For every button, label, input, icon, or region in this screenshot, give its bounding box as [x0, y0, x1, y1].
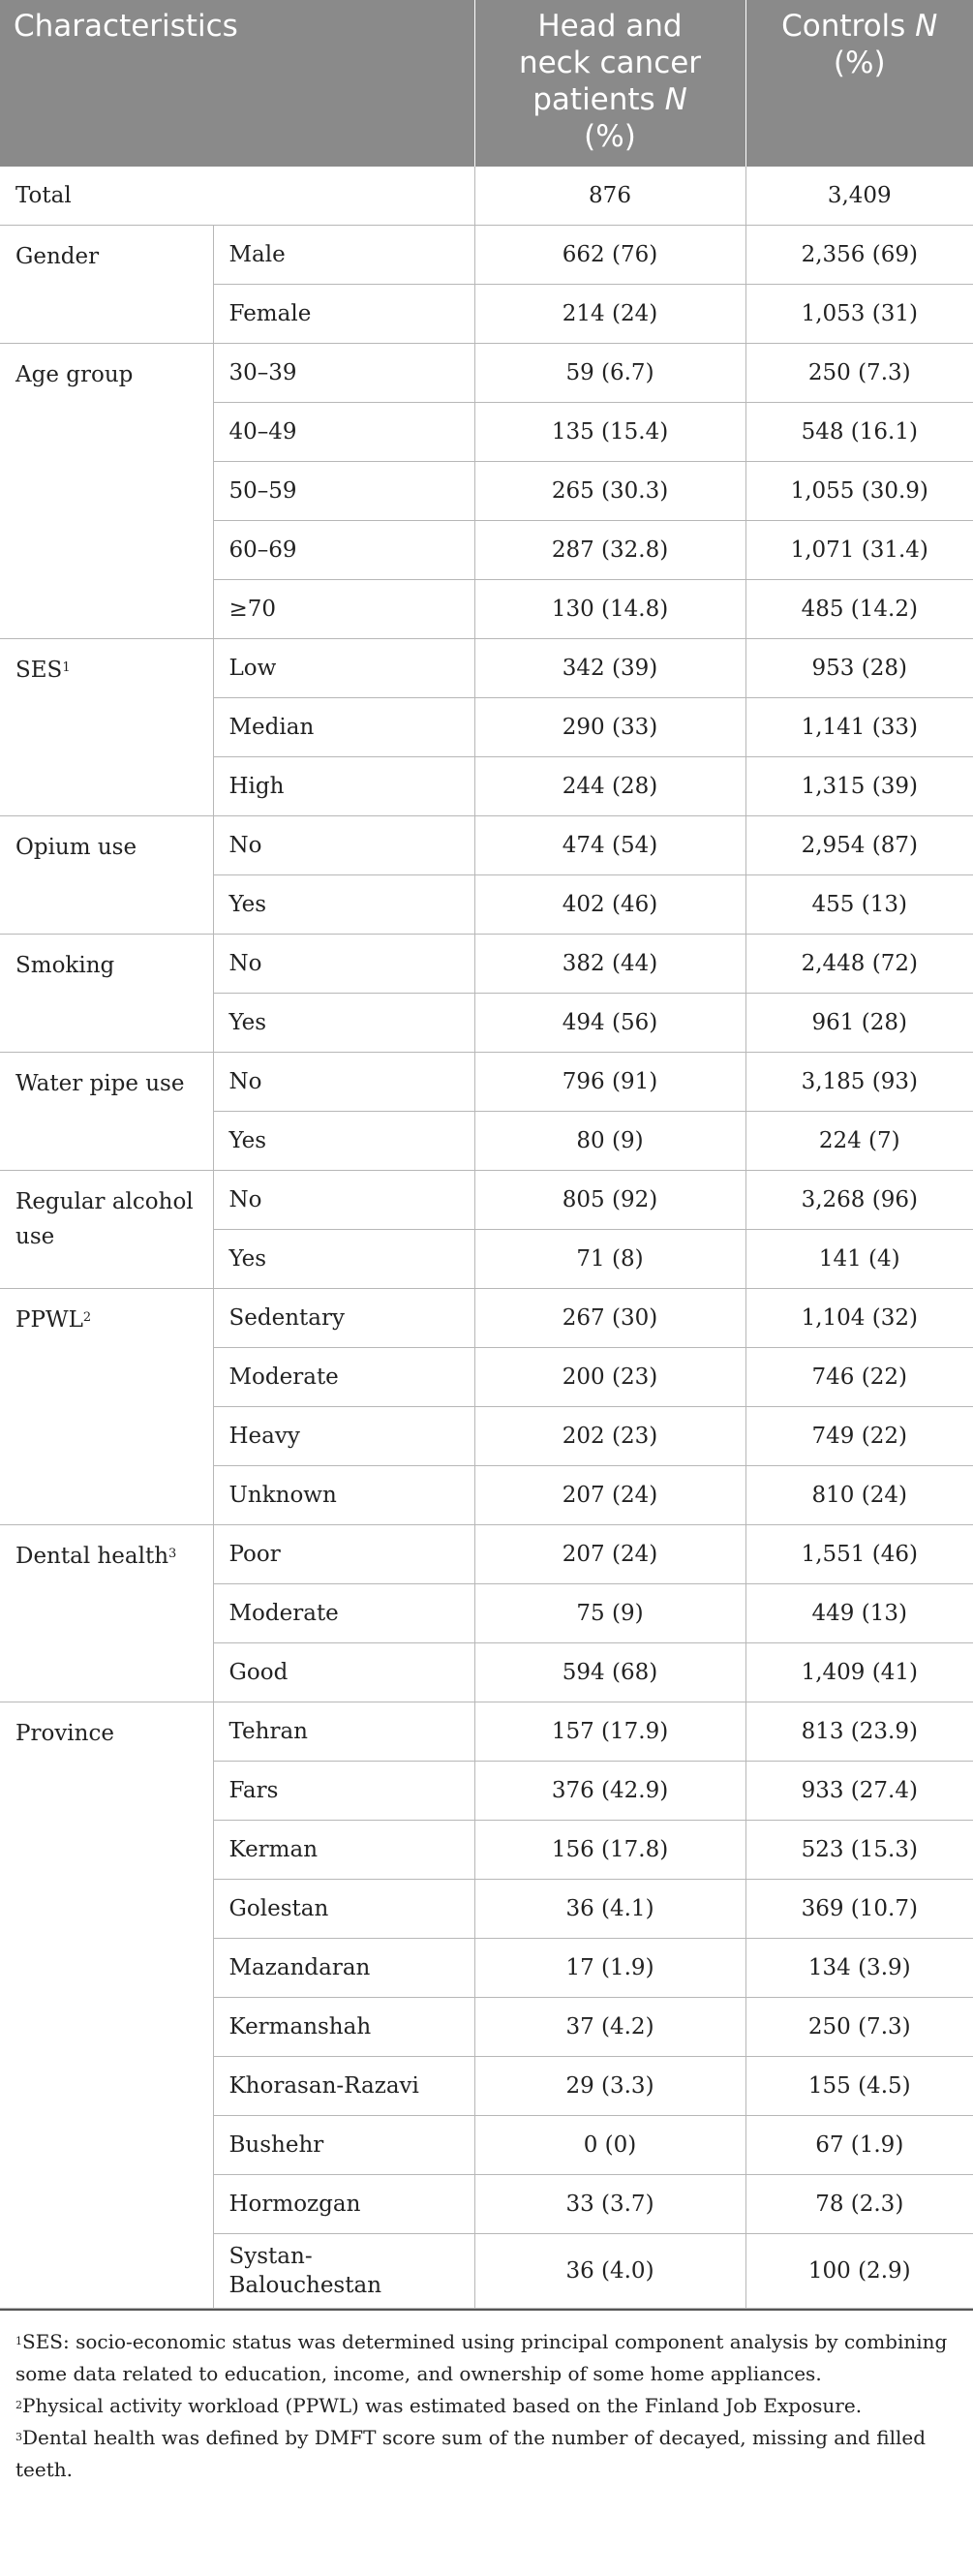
header-characteristics	[0, 0, 474, 167]
table-body	[0, 167, 973, 2308]
row-controls: 1,104 (32)	[745, 1288, 973, 1347]
total-cases: 876	[474, 167, 745, 225]
row-cases: 80 (9)	[474, 1111, 745, 1170]
row-controls: 1,315 (39)	[745, 756, 973, 815]
row-cases: 135 (15.4)	[474, 402, 745, 461]
row-cases: 0 (0)	[474, 2115, 745, 2174]
row-cases: 202 (23)	[474, 1406, 745, 1465]
row-controls: 1,071 (31.4)	[745, 520, 973, 579]
row-controls: 523 (15.3)	[745, 1820, 973, 1879]
row-cases: 594 (68)	[474, 1642, 745, 1702]
row-controls: 1,055 (30.9)	[745, 461, 973, 520]
row-sub: No	[213, 1170, 474, 1229]
row-cases: 207 (24)	[474, 1465, 745, 1524]
row-controls: 78 (2.3)	[745, 2174, 973, 2233]
row-sub: Yes	[213, 874, 474, 934]
group-label-smoking	[0, 934, 213, 1052]
row-sub: Unknown	[213, 1465, 474, 1524]
row-cases: 474 (54)	[474, 815, 745, 874]
row-sub: Median	[213, 697, 474, 756]
row-cases: 402 (46)	[474, 874, 745, 934]
row-controls: 455 (13)	[745, 874, 973, 934]
row-sub: Yes	[213, 1111, 474, 1170]
table-row	[0, 1170, 973, 1229]
row-cases: 382 (44)	[474, 934, 745, 993]
row-controls: 485 (14.2)	[745, 579, 973, 638]
table-row	[0, 1288, 973, 1347]
row-sub: No	[213, 815, 474, 874]
total-label: Total	[0, 167, 474, 225]
row-controls: 813 (23.9)	[745, 1702, 973, 1761]
row-cases: 662 (76)	[474, 225, 745, 284]
row-sub: Heavy	[213, 1406, 474, 1465]
row-sub: Bushehr	[213, 2115, 474, 2174]
group-label-dental	[0, 1524, 213, 1702]
province-label: Province	[15, 1720, 114, 1746]
table-row	[0, 815, 973, 874]
row-controls: 449 (13)	[745, 1583, 973, 1642]
header-cases-n: N	[664, 82, 687, 117]
row-controls: 67 (1.9)	[745, 2115, 973, 2174]
row-cases: 37 (4.2)	[474, 1997, 745, 2056]
row-cases: 71 (8)	[474, 1229, 745, 1288]
row-sub: Tehran	[213, 1702, 474, 1761]
header-cases	[474, 0, 745, 167]
row-cases: 214 (24)	[474, 284, 745, 343]
row-cases: 156 (17.8)	[474, 1820, 745, 1879]
row-sub: Good	[213, 1642, 474, 1702]
table-row	[0, 1524, 973, 1583]
group-label-waterpipe	[0, 1052, 213, 1170]
group-label-ses	[0, 638, 213, 815]
row-controls: 1,141 (33)	[745, 697, 973, 756]
row-controls: 749 (22)	[745, 1406, 973, 1465]
row-controls: 2,448 (72)	[745, 934, 973, 993]
row-controls: 141 (4)	[745, 1229, 973, 1288]
row-controls: 250 (7.3)	[745, 343, 973, 402]
row-sub: Female	[213, 284, 474, 343]
row-controls: 548 (16.1)	[745, 402, 973, 461]
row-controls: 100 (2.9)	[745, 2233, 973, 2308]
total-controls: 3,409	[745, 167, 973, 225]
row-sub: Moderate	[213, 1347, 474, 1406]
row-controls: 134 (3.9)	[745, 1938, 973, 1997]
row-controls: 3,268 (96)	[745, 1170, 973, 1229]
table-row-total	[0, 167, 973, 225]
row-sub: 60–69	[213, 520, 474, 579]
row-cases: 36 (4.1)	[474, 1879, 745, 1938]
group-label-province	[0, 1702, 213, 2308]
row-sub: 30–39	[213, 343, 474, 402]
row-controls: 933 (27.4)	[745, 1761, 973, 1820]
footnote-text: Physical activity workload (PPWL) was estimated based on the Finland Job Exposure.	[22, 2393, 863, 2417]
row-cases: 157 (17.9)	[474, 1702, 745, 1761]
row-sub: Kerman	[213, 1820, 474, 1879]
header-controls-line2: (%)	[833, 46, 886, 80]
row-sub: Male	[213, 225, 474, 284]
smoking-label: Smoking	[15, 952, 115, 978]
row-cases: 796 (91)	[474, 1052, 745, 1111]
footnote-2	[15, 2390, 958, 2422]
group-label-gender	[0, 225, 213, 343]
row-cases: 33 (3.7)	[474, 2174, 745, 2233]
row-cases: 494 (56)	[474, 993, 745, 1052]
group-label-opium	[0, 815, 213, 934]
row-cases: 36 (4.0)	[474, 2233, 745, 2308]
row-cases: 29 (3.3)	[474, 2056, 745, 2115]
header-cases-line1: Head and	[537, 9, 683, 44]
row-cases: 267 (30)	[474, 1288, 745, 1347]
row-sub-line1: Systan-	[228, 2243, 313, 2269]
footnote-3	[15, 2422, 958, 2486]
row-controls: 2,356 (69)	[745, 225, 973, 284]
footnotes	[0, 2309, 973, 2486]
table-header	[0, 0, 973, 167]
row-sub: 40–49	[213, 402, 474, 461]
row-cases: 17 (1.9)	[474, 1938, 745, 1997]
row-cases: 287 (32.8)	[474, 520, 745, 579]
alcohol-label-line1: Regular alcohol	[15, 1188, 194, 1214]
table-row	[0, 343, 973, 402]
ses-footnote-mark: 1	[62, 659, 71, 675]
row-cases: 805 (92)	[474, 1170, 745, 1229]
row-controls: 1,551 (46)	[745, 1524, 973, 1583]
dental-label-wrap	[15, 1539, 198, 1574]
table-row	[0, 1702, 973, 1761]
footnote-mark: 2	[15, 2398, 22, 2411]
row-cases: 244 (28)	[474, 756, 745, 815]
group-label-alcohol	[0, 1170, 213, 1288]
footnote-text: SES: socio-economic status was determined using principal component analysis by combining some data related to education, income, and ownership of some home appliances.	[15, 2329, 948, 2385]
row-sub: Fars	[213, 1761, 474, 1820]
row-cases: 59 (6.7)	[474, 343, 745, 402]
row-sub: ≥70	[213, 579, 474, 638]
row-controls: 2,954 (87)	[745, 815, 973, 874]
age-label: Age group	[15, 361, 134, 387]
table-row	[0, 1052, 973, 1111]
row-sub: Golestan	[213, 1879, 474, 1938]
header-cases-line2: neck cancer	[518, 46, 702, 80]
row-controls: 953 (28)	[745, 638, 973, 697]
table-row	[0, 638, 973, 697]
row-controls: 1,409 (41)	[745, 1642, 973, 1702]
row-sub: 50–59	[213, 461, 474, 520]
ppwl-label: PPWL	[15, 1306, 83, 1333]
header-controls-line1: Controls	[781, 9, 916, 44]
row-controls: 1,053 (31)	[745, 284, 973, 343]
table-row	[0, 934, 973, 993]
row-sub: Low	[213, 638, 474, 697]
footnote-mark: 1	[15, 2334, 22, 2347]
row-sub: Mazandaran	[213, 1938, 474, 1997]
header-cases-line4: (%)	[584, 119, 636, 154]
alcohol-label-line2: use	[15, 1223, 55, 1249]
row-sub: Moderate	[213, 1583, 474, 1642]
row-controls: 250 (7.3)	[745, 1997, 973, 2056]
row-sub: No	[213, 1052, 474, 1111]
row-controls: 155 (4.5)	[745, 2056, 973, 2115]
row-sub: Poor	[213, 1524, 474, 1583]
header-row	[0, 0, 973, 167]
ppwl-label-wrap	[15, 1303, 198, 1337]
header-controls	[745, 0, 973, 167]
header-characteristics-label: Characteristics	[14, 9, 238, 44]
footnote-1	[15, 2326, 958, 2390]
ppwl-footnote-mark: 2	[82, 1309, 92, 1325]
row-controls: 746 (22)	[745, 1347, 973, 1406]
footnote-text: Dental health was defined by DMFT score sum of the number of decayed, missing and filled teeth.	[15, 2425, 927, 2481]
dental-footnote-mark: 3	[168, 1546, 177, 1561]
group-label-age	[0, 343, 213, 638]
row-controls: 810 (24)	[745, 1465, 973, 1524]
footnote-mark: 3	[15, 2430, 22, 2443]
row-sub: Yes	[213, 993, 474, 1052]
row-cases: 207 (24)	[474, 1524, 745, 1583]
header-controls-n: N	[915, 9, 938, 44]
row-cases: 75 (9)	[474, 1583, 745, 1642]
group-label-ppwl	[0, 1288, 213, 1524]
row-cases: 265 (30.3)	[474, 461, 745, 520]
row-sub-line2: Balouchestan	[228, 2272, 382, 2298]
row-controls: 369 (10.7)	[745, 1879, 973, 1938]
row-controls: 961 (28)	[745, 993, 973, 1052]
gender-label: Gender	[15, 243, 100, 269]
row-sub: Yes	[213, 1229, 474, 1288]
row-cases: 342 (39)	[474, 638, 745, 697]
header-cases-line3: patients	[532, 82, 665, 117]
table-row	[0, 225, 973, 284]
row-sub: Sedentary	[213, 1288, 474, 1347]
row-sub: High	[213, 756, 474, 815]
row-sub: No	[213, 934, 474, 993]
row-cases: 290 (33)	[474, 697, 745, 756]
row-sub: Hormozgan	[213, 2174, 474, 2233]
row-sub: Khorasan-Razavi	[213, 2056, 474, 2115]
dental-label: Dental health	[15, 1543, 169, 1569]
ses-label-wrap	[15, 653, 198, 688]
row-cases: 130 (14.8)	[474, 579, 745, 638]
row-sub: Kermanshah	[213, 1997, 474, 2056]
row-controls: 3,185 (93)	[745, 1052, 973, 1111]
row-sub-two-line	[213, 2233, 474, 2308]
ses-label: SES	[15, 657, 63, 683]
waterpipe-label: Water pipe use	[15, 1070, 185, 1096]
row-controls: 224 (7)	[745, 1111, 973, 1170]
row-cases: 200 (23)	[474, 1347, 745, 1406]
opium-label: Opium use	[15, 834, 137, 860]
row-cases: 376 (42.9)	[474, 1761, 745, 1820]
